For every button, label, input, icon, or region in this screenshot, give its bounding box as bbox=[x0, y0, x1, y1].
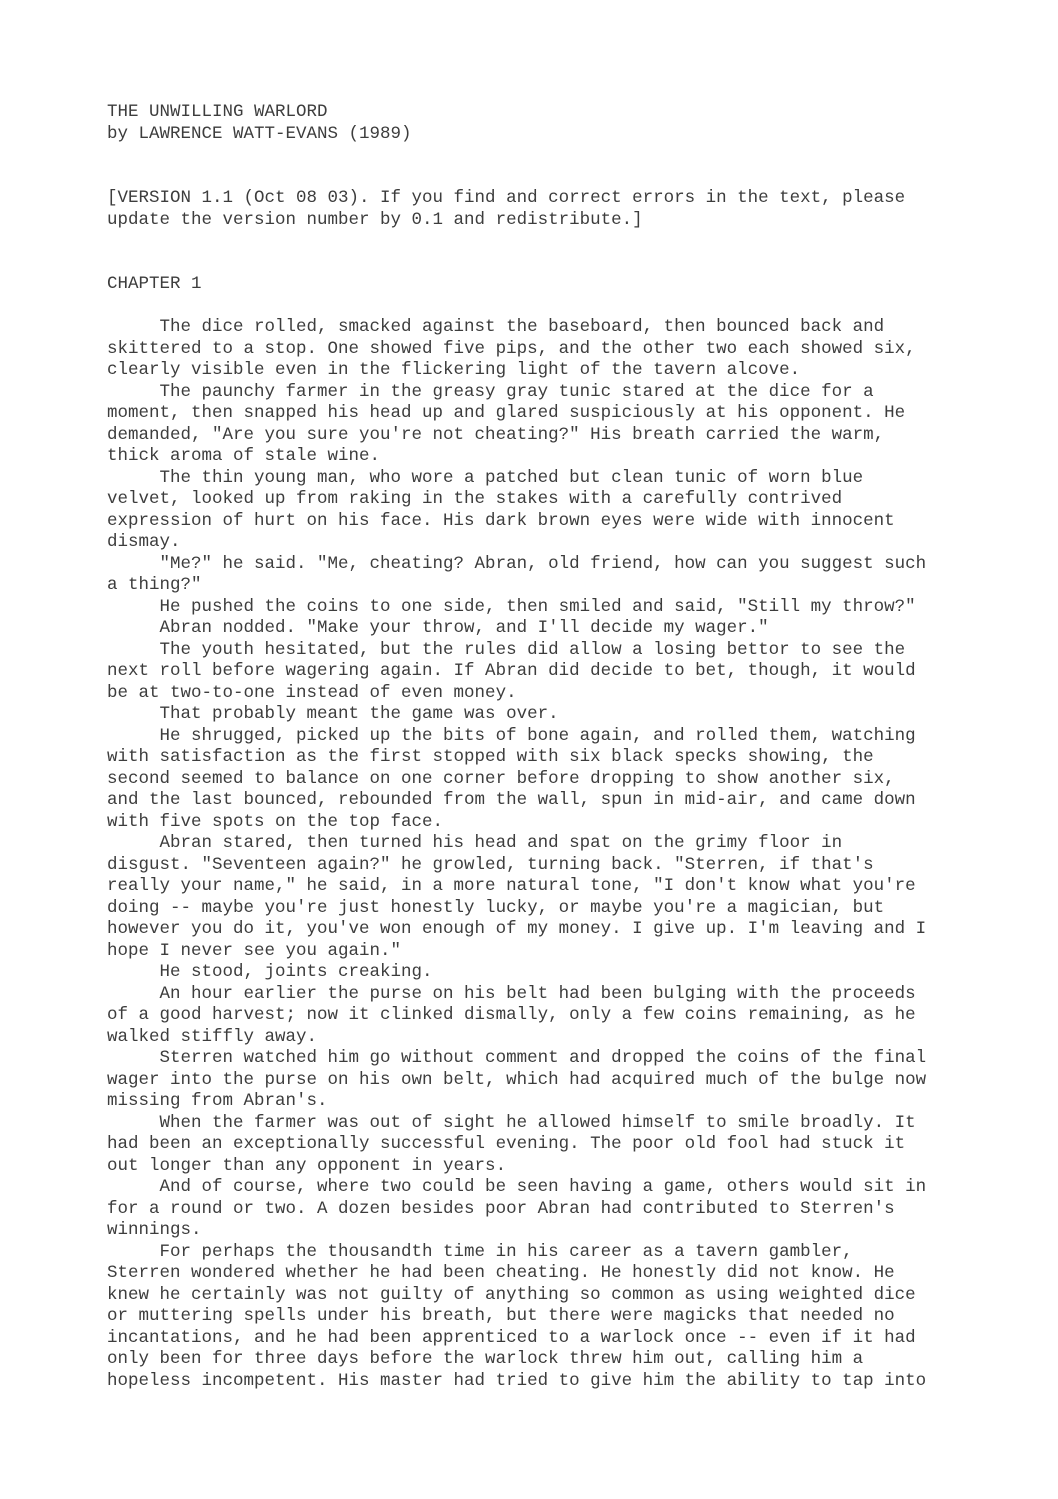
text-line: For perhaps the thousandth time in his career as a tavern gambler, bbox=[107, 1241, 853, 1262]
text-line: or muttering spells under his breath, but there were magicks that needed no bbox=[107, 1306, 895, 1326]
text-line: Abran nodded. "Make your throw, and I'll decide my wager." bbox=[107, 618, 769, 638]
text-line: [VERSION 1.1 (Oct 08 03). If you find and correct errors in the text, please bbox=[107, 188, 906, 208]
version-note bbox=[107, 188, 926, 231]
text-line: Sterren wondered whether he had been cheating. He honestly did not know. He bbox=[107, 1263, 895, 1283]
text-line: a thing?" bbox=[107, 575, 202, 595]
blank-gap bbox=[107, 231, 926, 274]
text-line: doing -- maybe you're just honestly lucky, or maybe you're a magician, but bbox=[107, 897, 885, 918]
text-line: update the version number by 0.1 and redistribute.] bbox=[107, 209, 643, 230]
text-line: disgust. "Seventeen again?" he growled, turning back. "Sterren, if that's bbox=[107, 854, 874, 875]
text-line: expression of hurt on his face. His dark brown eyes were wide with innocent bbox=[107, 510, 895, 531]
text-line: only been for three days before the warlock threw him out, calling him a bbox=[107, 1349, 864, 1369]
text-line: He shrugged, picked up the bits of bone again, and rolled them, watching bbox=[107, 725, 916, 746]
text-line: moment, then snapped his head up and glared suspiciously at his opponent. He bbox=[107, 403, 906, 423]
blank-gap bbox=[107, 296, 926, 318]
text-line: clearly visible even in the flickering light of the tavern alcove. bbox=[107, 360, 801, 380]
text-line: walked stiffly away. bbox=[107, 1026, 318, 1047]
text-line: be at two-to-one instead of even money. bbox=[107, 682, 517, 703]
text-line: Abran stared, then turned his head and spat on the grimy floor in bbox=[107, 833, 843, 853]
text-line: He pushed the coins to one side, then smiled and said, "Still my throw?" bbox=[107, 596, 916, 617]
text-line: out longer than any opponent in years. bbox=[107, 1155, 507, 1176]
text-line: When the farmer was out of sight he allowed himself to smile broadly. It bbox=[107, 1112, 916, 1133]
text-line: The paunchy farmer in the greasy gray tunic stared at the dice for a bbox=[107, 381, 874, 402]
text-line: dismay. bbox=[107, 532, 181, 552]
text-line: thick aroma of stale wine. bbox=[107, 446, 381, 466]
chapter-heading: CHAPTER 1 bbox=[107, 274, 202, 294]
text-line: next roll before wagering again. If Abran did decide to bet, though, it would bbox=[107, 661, 916, 681]
text-line: The dice rolled, smacked against the baseboard, then bounced back and bbox=[107, 317, 885, 337]
blank-gap bbox=[107, 145, 926, 188]
text-line: hopeless incompetent. His master had tried to give him the ability to tap into bbox=[107, 1370, 927, 1391]
text-line: really your name," he said, in a more natural tone, "I don't know what you're bbox=[107, 876, 916, 896]
text-line: with five spots on the top face. bbox=[107, 811, 444, 832]
text-line: of a good harvest; now it clinked dismally, only a few coins remaining, as he bbox=[107, 1005, 916, 1025]
chapter-body-text bbox=[107, 317, 926, 1392]
text-line: demanded, "Are you sure you're not cheating?" His breath carried the warm, bbox=[107, 424, 885, 445]
text-line: and the last bounced, rebounded from the wall, spun in mid-air, and came down bbox=[107, 790, 916, 810]
text-line: "Me?" he said. "Me, cheating? Abran, old friend, how can you suggest such bbox=[107, 553, 927, 574]
text-line: He stood, joints creaking. bbox=[107, 962, 433, 982]
text-line: with satisfaction as the first stopped with six black specks showing, the bbox=[107, 747, 874, 767]
text-line: That probably meant the game was over. bbox=[107, 704, 559, 724]
text-line: knew he certainly was not guilty of anything so common as using weighted dice bbox=[107, 1284, 916, 1305]
text-line: An hour earlier the purse on his belt had been bulging with the proceeds bbox=[107, 983, 916, 1004]
text-line: The thin young man, who wore a patched but clean tunic of worn blue bbox=[107, 467, 864, 488]
text-line: wager into the purse on his own belt, which had acquired much of the bulge now bbox=[107, 1069, 927, 1090]
text-line: velvet, looked up from raking in the stakes with a carefully contrived bbox=[107, 489, 843, 509]
text-line: winnings. bbox=[107, 1220, 202, 1240]
text-line: incantations, and he had been apprenticed to a warlock once -- even if it had bbox=[107, 1327, 916, 1348]
text-line: missing from Abran's. bbox=[107, 1091, 328, 1111]
book-byline: by LAWRENCE WATT-EVANS (1989) bbox=[107, 123, 412, 144]
book-title: THE UNWILLING WARLORD bbox=[107, 102, 328, 122]
text-line: skittered to a stop. One showed five pips, and the other two each showed six, bbox=[107, 338, 916, 359]
text-line: The youth hesitated, but the rules did allow a losing bettor to see the bbox=[107, 639, 906, 660]
text-line: hope I never see you again." bbox=[107, 940, 402, 961]
text-line: second seemed to balance on one corner before dropping to show another six, bbox=[107, 768, 895, 789]
text-line: however you do it, you've won enough of my money. I give up. I'm leaving and I bbox=[107, 919, 927, 939]
text-line: had been an exceptionally successful evening. The poor old fool had stuck it bbox=[107, 1134, 906, 1154]
text-line: And of course, where two could be seen having a game, others would sit in bbox=[107, 1177, 927, 1197]
text-line: for a round or two. A dozen besides poor Abran had contributed to Sterren's bbox=[107, 1198, 895, 1219]
text-line: Sterren watched him go without comment and dropped the coins of the final bbox=[107, 1048, 927, 1068]
book-page bbox=[107, 102, 926, 1392]
